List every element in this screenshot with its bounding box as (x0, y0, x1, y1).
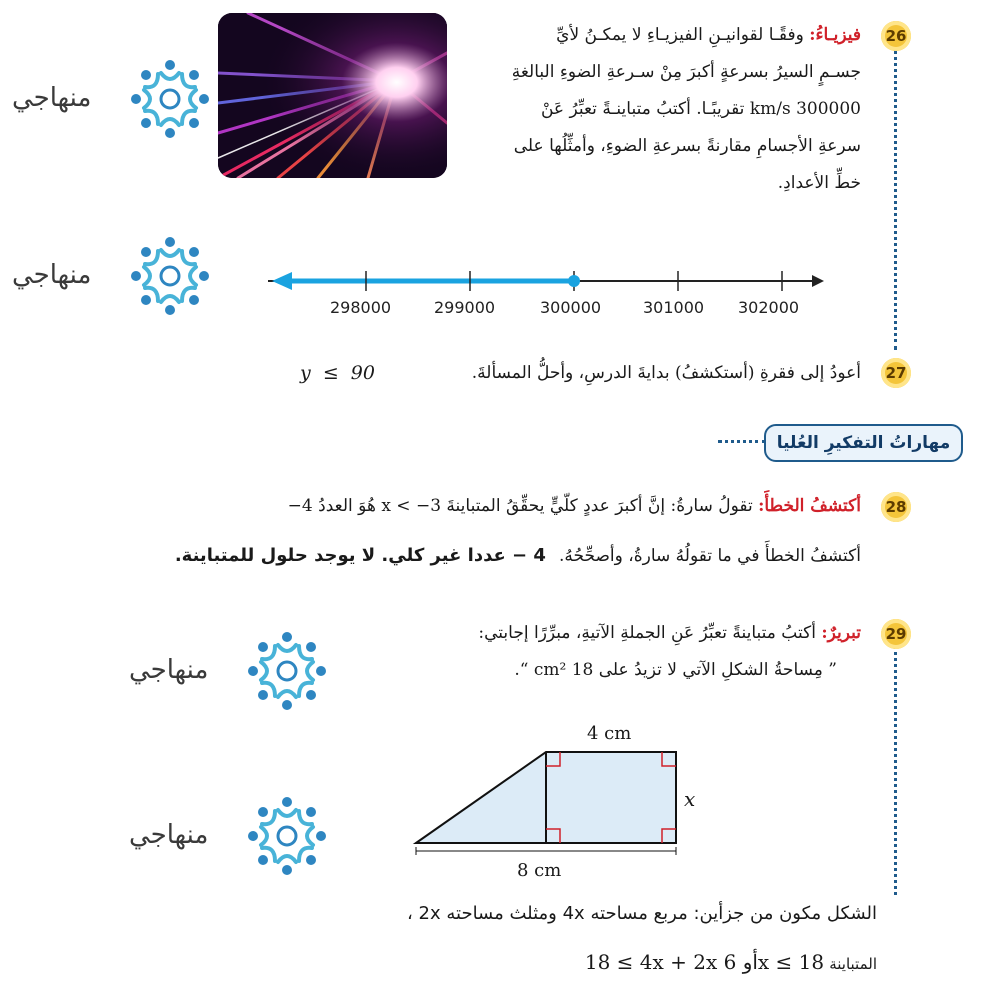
number-line-label: 299000 (434, 298, 496, 317)
question-28-text (221, 488, 861, 525)
question-29-answer-1: الشكل مكون من جزأين: مربع مساحته 4x ومثلث مساحته 2x ، (407, 903, 877, 924)
question-26-label: فيزيـاءُ: (809, 25, 861, 45)
number-line-label: 298000 (330, 298, 392, 317)
question-number-badge: 28 (881, 492, 911, 522)
question-29-line: تبريرٌ: أكتبُ متباينةً تعبِّرُ عَنِ الجملةِ الآتيةِ، مبرِّرًا إجابتي: (478, 623, 861, 643)
question-26-line: خطِّ الأعدادِ. (777, 173, 861, 193)
section-title: مهاراتُ التفكيرِ العُليا (764, 424, 963, 462)
logo-text: منهاجي (129, 655, 209, 685)
question-27-answer: y ≤ 90 (300, 362, 375, 384)
question-29-text (341, 615, 861, 689)
question-number-badge: 26 (881, 21, 911, 51)
question-connector-line (894, 640, 897, 895)
figure-bottom-label: 8 cm (517, 860, 562, 881)
logo-4 (127, 792, 327, 882)
question-number-badge: 27 (881, 358, 911, 388)
question-26-line: فيزيـاءُ: وفقًـا لقوانيـنِ الفيزيـاءِ لا يمكـنُ لأيِّ (556, 25, 861, 45)
number-line-right-arrow-icon (812, 275, 824, 287)
question-28-line2: أكتشفُ الخطأَ في ما تقولُهُ سارةُ، وأصحِّحُهُ. 4 − عددا غير كلي. لا يوجد حلول للمتباينة. (174, 545, 861, 566)
logo-flower-icon (245, 794, 329, 878)
question-26-line: 300000 km/s تقريبًـا. أكتبُ متباينـةً تعبِّرُ عَنْ (540, 99, 861, 119)
logo-2 (10, 232, 210, 322)
number-line-label: 301000 (643, 298, 705, 317)
logo-text: منهاجي (129, 820, 209, 850)
question-connector-line (894, 50, 897, 350)
logo-flower-icon (245, 629, 329, 713)
solution-endpoint (568, 275, 580, 287)
figure-side-label: x (684, 787, 696, 811)
light-speed-image (218, 13, 447, 178)
logo-text: منهاجي (12, 260, 92, 290)
question-27-text: أعودُ إلى فقرةِ (أستكشفُ) بدايةَ الدرسِ، وأحلُّ المسألةَ. (471, 363, 861, 383)
question-28-line: أكتشفُ الخطأَ: تقولُ سارةُ: إنَّ أكبرَ عددٍ كلّيٍّ يحقِّقُ المتباينةَ 3− > x هُوَ العددُ 4− (287, 496, 861, 516)
figure-top-label: 4 cm (587, 723, 632, 744)
question-28-label: أكتشفُ الخطأَ: (758, 496, 861, 516)
question-26-text (441, 17, 861, 202)
number-line-label: 300000 (540, 298, 602, 317)
logo-text: منهاجي (12, 83, 92, 113)
section-dots (718, 440, 766, 443)
logo-flower-icon (128, 57, 212, 141)
logo-1 (10, 55, 210, 145)
number-line-label: 302000 (738, 298, 800, 317)
logo-3 (127, 627, 327, 717)
question-29-label: تبريرٌ: (821, 623, 861, 643)
question-28-answer: 4 − عددا غير كلي. لا يوجد حلول للمتباينة. (174, 545, 546, 566)
question-26-line: سرعةِ الأجسامِ مقارنةً بسرعةِ الضوءِ، وأمثِّلُها على (513, 136, 861, 156)
question-number-badge: 29 (881, 619, 911, 649)
trapezoid-figure (410, 745, 710, 860)
question-26-line: جسـمٍ السيرُ بسرعةٍ أكبرَ مِنْ سـرعةِ الضوءِ البالغةِ (511, 62, 861, 82)
logo-flower-icon (128, 234, 212, 318)
question-29-answer-2: المتباينة 18 ≤ 4x + 2x أو 6x ≤ 18 (584, 950, 877, 974)
solution-ray-left-arrow-icon (272, 272, 292, 290)
question-29-line: ” مِساحةُ الشكلِ الآتي لا تزيدُ على 18 cm² “. (514, 660, 837, 680)
